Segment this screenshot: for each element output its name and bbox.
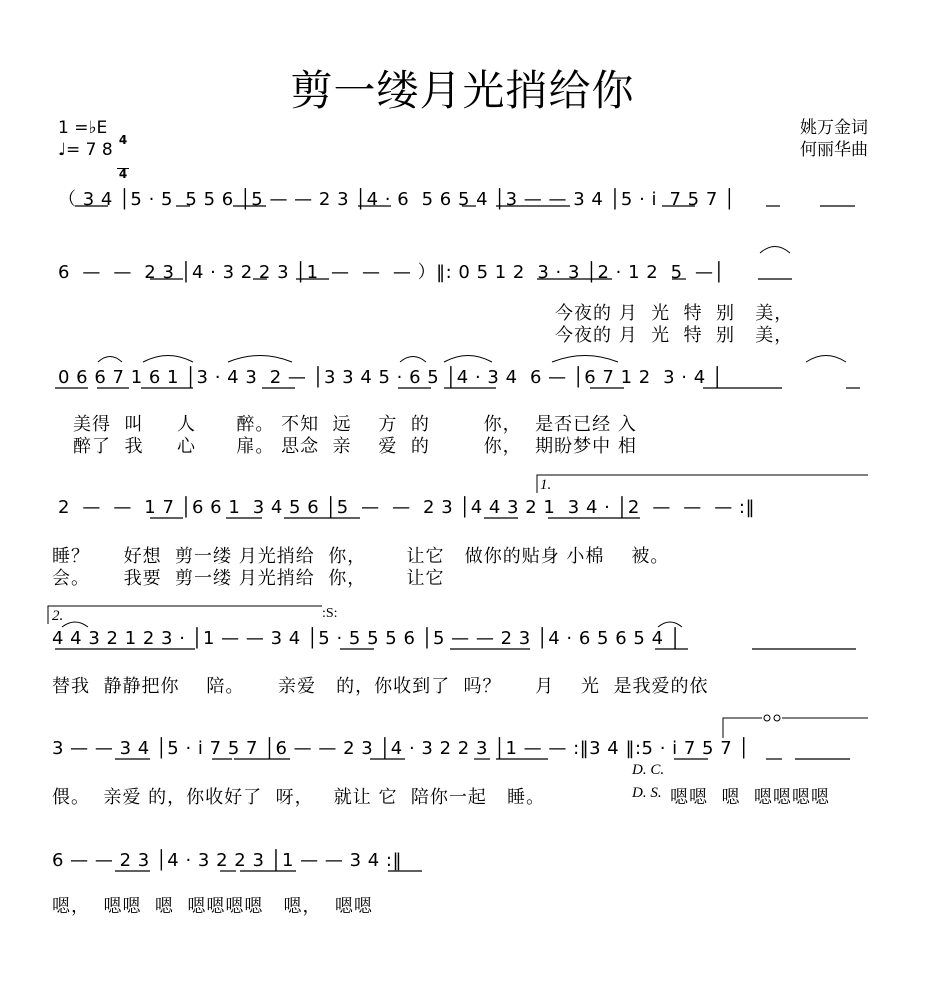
- notation-line-3: 0 6 6 7 1 6 1 │3 · 4 3 2 — │3 3 4 5 · 6 5 │4 · 3 4 6 — │6 7 1 2 3 · 4 │: [58, 367, 724, 388]
- notation-line-5: 4 4 3 2 1 2 3 · │1 — — 3 4 │5 · 5 5 5 6 │5 — — 2 3 │4 · 6 5 6 5 4 │: [52, 628, 682, 649]
- notation-line-2: 6 — — 2 3 │4 · 3 2 2 3 │1 — — — ）‖: 0 5 1 2 3 · 3 │2 · 1 2 5 —│: [58, 262, 725, 283]
- tie-line-3-e: [444, 356, 492, 363]
- notation-line-4: 2 — — 1 7 │6 6 1 3 4 5 6 │5 — — 2 3 │4 4 3 2 1 3 4 · │2 — — — :‖: [58, 497, 755, 518]
- volta-2-bracket: [48, 606, 322, 624]
- dc-mark: D. C.: [632, 762, 665, 778]
- volta-1-label: 1.: [540, 477, 552, 493]
- time-sig-top: 4: [118, 133, 128, 147]
- tie-line-5-a: [62, 622, 88, 627]
- tie-line-3-c: [228, 356, 292, 363]
- key-signature: 1 =♭E: [58, 118, 108, 138]
- tie-line-3-a: [98, 357, 122, 363]
- lyric-line-3-verse-2: 醉了 我 心 扉。 思念 亲 爱 的 你， 期盼梦中 相: [73, 436, 637, 457]
- composer-credit: 何丽华曲: [800, 140, 868, 160]
- lyric-line-3-verse-1: 美得 叫 人 醉。 不知 远 方 的 你， 是否已经 入: [73, 414, 637, 435]
- notation-line-7: 6 — — 2 3 │4 · 3 2 2 3 │1 — — 3 4 :‖: [52, 850, 402, 871]
- lyric-line-2-verse-2: 今夜的 月 光 特 别 美，: [555, 325, 794, 346]
- coda-circle-1: [764, 715, 770, 721]
- lyric-line-7: 嗯， 嗯嗯 嗯 嗯嗯嗯嗯 嗯， 嗯嗯: [52, 896, 373, 917]
- lyric-line-5: 替我 静静把你 陪。 亲爱 的，你收到了 吗？ 月 光 是我爱的依: [52, 676, 709, 697]
- tie-line-3-f: [552, 356, 618, 363]
- volta-1-bracket: [537, 475, 868, 493]
- tie-line-3-b: [143, 356, 193, 363]
- time-sig-bottom: 4: [118, 167, 128, 181]
- notation-line-6: 3 — — 3 4 │5 · i 7 5 7 │6 — — 2 3 │4 · 3 2 2 3 │1 — — :‖3 4 ‖:5 · i 7 5 7 │: [52, 738, 750, 759]
- lyric-line-4-verse-2: 会。 我要 剪一缕 月光捎给 你， 让它: [52, 568, 445, 589]
- notation-line-1: （ 3 4 │5 · 5 5 5 6 │5 — — 2 3 │4 · 6 5 6 5 4 │3 — — 3 4 │5 · i 7 5 7 │: [58, 189, 736, 210]
- coda-bracket-left: [723, 718, 762, 738]
- segno-sign: :S:: [322, 606, 338, 621]
- tempo-marking: ♩= 7 8: [58, 140, 113, 160]
- tie-line-3-d: [400, 357, 426, 363]
- lyric-line-6-main: 偎。 亲爱 的，你收好了 呀， 就让 它 陪你一起 睡。: [52, 787, 546, 808]
- ds-mark: D. S.: [632, 785, 662, 801]
- lyric-line-4-verse-1: 睡？ 好想 剪一缕 月光捎给 你， 让它 做你的贴身 小棉 被。: [52, 546, 670, 567]
- coda-circle-2: [774, 715, 780, 721]
- tie-line-5-b: [658, 622, 682, 627]
- lyric-line-2-verse-1: 今夜的 月 光 特 别 美，: [555, 303, 794, 324]
- lyricist-credit: 姚万金词: [800, 118, 868, 138]
- volta-2-label: 2.: [52, 608, 64, 624]
- tie-line-2: [760, 247, 790, 254]
- lyric-line-6-coda: 嗯嗯 嗯 嗯嗯嗯嗯: [670, 787, 830, 808]
- tie-line-3-g: [806, 356, 846, 363]
- song-title: 剪一缕月光捎给你: [290, 66, 635, 115]
